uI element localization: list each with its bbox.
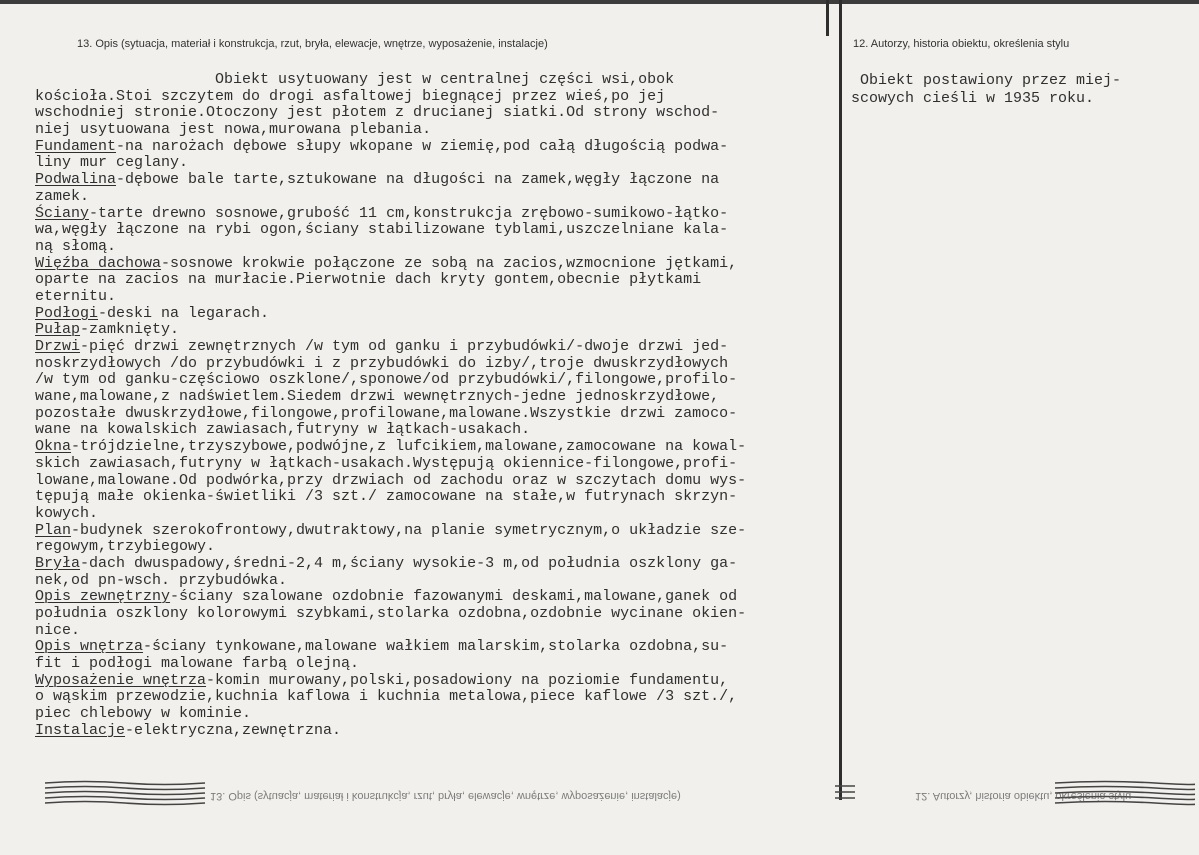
description-line bbox=[35, 372, 835, 389]
section-text: /w tym od ganku-częściowo oszklone/,sponowe/od przybudówki/,filongowe,profilo- bbox=[35, 371, 738, 389]
description-line bbox=[35, 289, 835, 306]
description-line bbox=[35, 673, 835, 690]
section-heading: Bryła bbox=[35, 554, 81, 572]
section-text: skich zawiasach,futryny w łątkach-usakach.Występują okiennice-filongowe,profi- bbox=[35, 454, 738, 472]
section-text: fit i podłogi malowane farbą olejną. bbox=[35, 655, 360, 673]
section-text: pozostałe dwuskrzydłowe,filongowe,profilowane,malowane.Wszystkie drzwi zamoco- bbox=[35, 404, 738, 422]
description-line bbox=[35, 523, 835, 540]
section-text: piec chlebowy w kominie. bbox=[35, 705, 252, 723]
mirrored-header-13: 13. Opis (sytuacja, materiał i konstrukcja, rzut, bryła, elewacje, wnętrze, wyposażenie, instalacje) bbox=[210, 790, 681, 802]
description-line bbox=[35, 723, 835, 740]
section-heading: Fundament bbox=[35, 137, 117, 155]
mirrored-header-12: 12. Autorzy, historia obiektu, określenia stylu bbox=[915, 790, 1132, 802]
section-heading: Pułap bbox=[35, 321, 81, 339]
description-line bbox=[35, 689, 835, 706]
section-heading: Więźba dachowa bbox=[35, 254, 162, 272]
section-text: lowane,malowane.Od podwórka,przy drzwiach od zachodu oraz w szczytach domu wys- bbox=[35, 471, 747, 489]
description-line bbox=[35, 706, 835, 723]
column-divider bbox=[839, 0, 842, 800]
description-line bbox=[35, 406, 835, 423]
section-text: nice. bbox=[35, 621, 81, 639]
section-heading: Opis zewnętrzny bbox=[35, 588, 171, 606]
description-line bbox=[35, 322, 835, 339]
section-text: tępują małe okienka-świetliki /3 szt./ zamocowane na stałe,w futrynach skrzyn- bbox=[35, 488, 738, 506]
section-text: ną słomą. bbox=[35, 237, 117, 255]
description-line bbox=[35, 606, 835, 623]
description-line bbox=[35, 105, 835, 122]
section-text: zamek. bbox=[35, 187, 90, 205]
description-line bbox=[35, 556, 835, 573]
description-line bbox=[35, 539, 835, 556]
section-heading: Podwalina bbox=[35, 171, 117, 189]
description-line bbox=[35, 122, 835, 139]
description-line bbox=[35, 139, 835, 156]
section-text: -ściany szalowane ozdobnie fazowanymi deskami,malowane,ganek od bbox=[170, 588, 738, 606]
section-text: -pięć drzwi zewnętrznych /w tym od ganku i przybudówki/-dwoje drzwi jed- bbox=[80, 338, 729, 355]
section-text: -dach dwuspadowy,średni-2,4 m,ściany wysokie-3 m,od południa oszklony ga- bbox=[80, 554, 738, 572]
description-line bbox=[35, 589, 835, 606]
section-text: eternitu. bbox=[35, 287, 117, 305]
section-text: oparte na zacios na murłacie.Pierwotnie dach kryty gontem,obecnie płytkami bbox=[35, 271, 702, 289]
description-line bbox=[35, 623, 835, 640]
section-text: kościoła.Stoi szczytem do drogi asfaltowej biegnącej przez wieś,po jej bbox=[35, 87, 666, 105]
description-line bbox=[35, 239, 835, 256]
description-text bbox=[35, 72, 835, 740]
section-text: wane na kowalskich zawiasach,futryny w łątkach-usakach. bbox=[35, 421, 531, 439]
section-heading: Instalacje bbox=[35, 721, 126, 739]
description-line bbox=[35, 656, 835, 673]
description-line bbox=[35, 389, 835, 406]
description-line bbox=[35, 306, 835, 323]
section-text: -komin murowany,polski,posadowiony na poziomie fundamentu, bbox=[206, 671, 729, 689]
description-line bbox=[35, 222, 835, 239]
section-13-header: 13. Opis (sytuacja, materiał i konstrukcja, rzut, bryła, elewacje, wnętrze, wyposażenie, instalacje) bbox=[77, 38, 548, 50]
section-heading: Plan bbox=[35, 521, 72, 539]
top-border bbox=[0, 0, 1199, 4]
authors-line: scowych cieśli w 1935 roku. bbox=[851, 90, 1095, 107]
description-line bbox=[35, 439, 835, 456]
description-line bbox=[35, 189, 835, 206]
section-text: kowych. bbox=[35, 504, 99, 522]
section-text: -zamknięty. bbox=[80, 321, 180, 339]
section-heading: Wyposażenie wnętrza bbox=[35, 671, 207, 689]
section-text: Obiekt usytuowany jest w centralnej części wsi,obok bbox=[35, 71, 675, 88]
description-line bbox=[35, 206, 835, 223]
section-heading: Drzwi bbox=[35, 338, 81, 355]
description-line bbox=[35, 89, 835, 106]
section-text: wa,węgły łączone na rybi ogon,ściany stabilizowane tyblami,uszczelniane kala- bbox=[35, 221, 729, 239]
section-text: regowym,trzybiegowy. bbox=[35, 538, 216, 556]
description-line bbox=[35, 639, 835, 656]
authors-history-text bbox=[851, 72, 1181, 108]
section-text: noskrzydłowych /do przybudówki i z przybudówki do izby/,troje dwuskrzydłowych bbox=[35, 354, 729, 372]
section-text: o wąskim przewodzie,kuchnia kaflowa i kuchnia metalowa,piece kaflowe /3 szt./, bbox=[35, 688, 738, 706]
section-text: południa oszklony kolorowymi szybkami,stolarka ozdobna,ozdobnie wycinane okien- bbox=[35, 605, 747, 622]
section-text: -tarte drewno sosnowe,grubość 11 cm,konstrukcja zrębowo-sumikowo-łątko- bbox=[89, 204, 729, 222]
description-line bbox=[35, 573, 835, 590]
section-text: wane,malowane,z nadświetlem.Siedem drzwi wewnętrznych-jedne jednoskrzydłowe, bbox=[35, 388, 720, 406]
description-line bbox=[35, 489, 835, 506]
description-line bbox=[35, 339, 835, 356]
description-line bbox=[35, 473, 835, 490]
description-line bbox=[35, 272, 835, 289]
description-line bbox=[35, 172, 835, 189]
section-text: nek,od pn-wsch. przybudówka. bbox=[35, 571, 288, 589]
section-heading: Opis wnętrza bbox=[35, 638, 144, 656]
section-text: liny mur ceglany. bbox=[35, 154, 189, 172]
section-12-header: 12. Autorzy, historia obiektu, określenia stylu bbox=[853, 38, 1070, 50]
description-line bbox=[35, 456, 835, 473]
section-text: -budynek szerokofrontowy,dwutraktowy,na planie symetrycznym,o układzie sze- bbox=[71, 521, 747, 539]
description-line bbox=[35, 506, 835, 523]
authors-line: Obiekt postawiony przez miej- bbox=[851, 72, 1122, 89]
column-divider-top bbox=[826, 0, 829, 36]
section-text: -ściany tynkowane,malowane wałkiem malarskim,stolarka ozdobna,su- bbox=[143, 638, 729, 656]
description-line bbox=[35, 72, 835, 89]
section-text: -sosnowe krokwie połączone ze sobą na zacios,wzmocnione jętkami, bbox=[161, 254, 738, 272]
description-line bbox=[35, 356, 835, 373]
section-text: -dębowe bale tarte,sztukowane na długości na zamek,węgły łączone na bbox=[116, 171, 720, 189]
section-text: wschodniej stronie.Otoczony jest płotem z drucianej siatki.Od strony wschod- bbox=[35, 104, 720, 122]
section-text: niej usytuowana jest nowa,murowana plebania. bbox=[35, 121, 432, 139]
section-text: -deski na legarach. bbox=[98, 304, 270, 322]
section-heading: Ściany bbox=[35, 204, 90, 222]
description-line bbox=[35, 422, 835, 439]
section-text: -na narożach dębowe słupy wkopane w ziemię,pod całą długością podwa- bbox=[116, 137, 729, 155]
description-line bbox=[35, 155, 835, 172]
section-heading: Okna bbox=[35, 438, 72, 456]
section-text: -trójdzielne,trzyszybowe,podwójne,z lufcikiem,malowane,zamocowane na kowal- bbox=[71, 438, 747, 456]
section-text: -elektryczna,zewnętrzna. bbox=[125, 721, 342, 739]
description-line bbox=[35, 256, 835, 273]
section-heading: Podłogi bbox=[35, 304, 99, 322]
